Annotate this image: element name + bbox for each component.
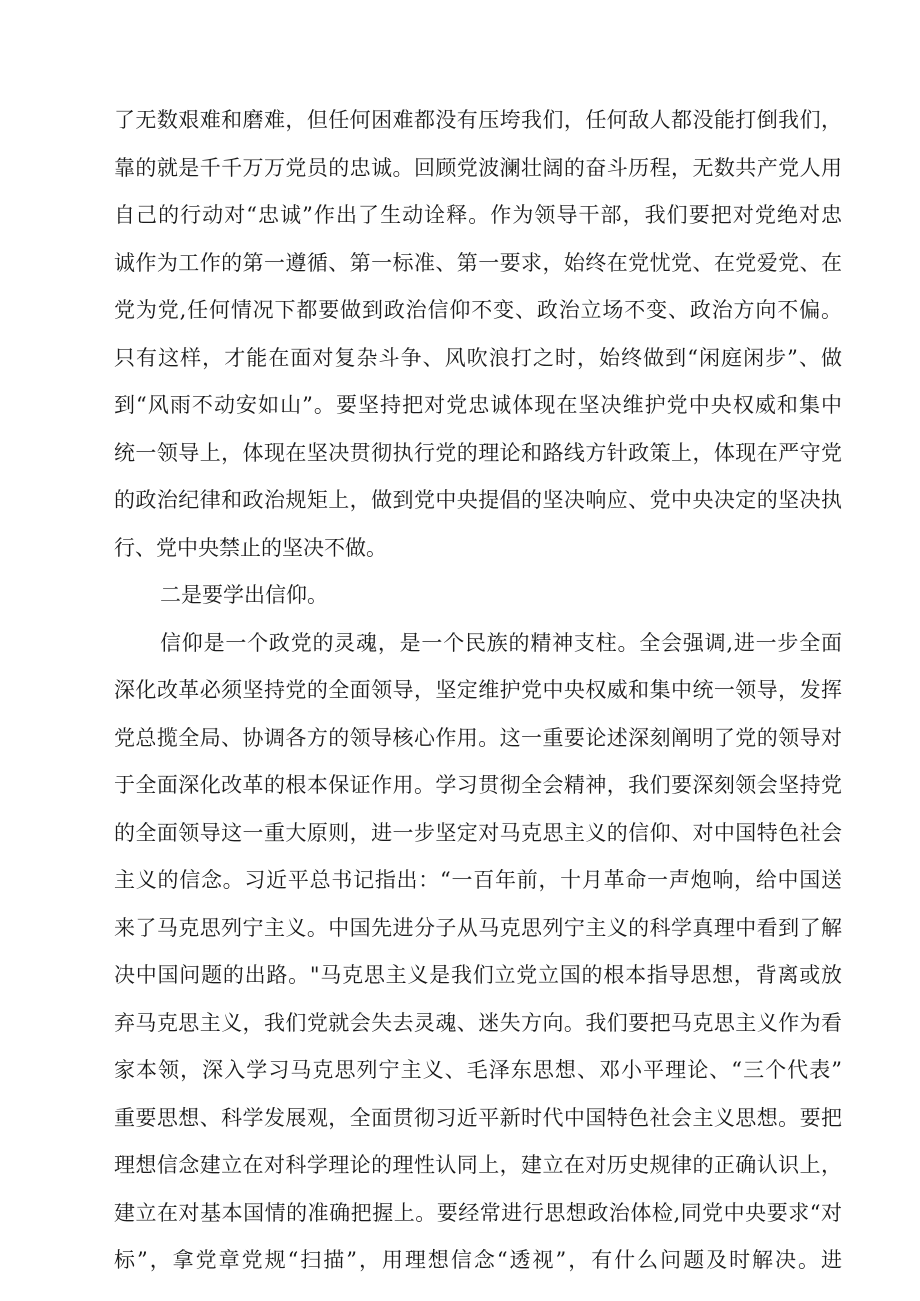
paragraph-1-line: 到“风雨不动安如山”。要坚持把对党忠诚体现在坚决维护党中央权威和集中 — [114, 393, 842, 417]
paragraph-2-line: 家本领，深入学习马克思列宁主义、毛泽东思想、邓小平理论、“三个代表” — [114, 1058, 842, 1082]
paragraph-1-line: 的政治纪律和政治规矩上，做到党中央提倡的坚决响应、党中央决定的坚决执 — [114, 488, 842, 512]
paragraph-1-line: 了无数艰难和磨难，但任何困难都没有压垮我们，任何敌人都没能打倒我们， — [114, 108, 842, 132]
paragraph-2-line: 来了马克思列宁主义。中国先进分子从马克思列宁主义的科学真理中看到了解 — [114, 915, 842, 940]
paragraph-1-line: 统一领导上，体现在坚决贯彻执行党的理论和路线方针政策上，体现在严守党 — [114, 440, 842, 465]
paragraph-1-last-line: 行、党中央禁止的坚决不做。 — [114, 535, 387, 560]
paragraph-2-line: 于全面深化改革的根本保证作用。学习贯彻全会精神，我们要深刻领会坚持党 — [114, 773, 842, 797]
paragraph-2-first-line: 信仰是一个政党的灵魂，是一个民族的精神支柱。全会强调,进一步全面 — [160, 630, 842, 655]
paragraph-2-line: 主义的信念。习近平总书记指出：“一百年前，十月革命一声炮响，给中国送 — [114, 868, 842, 892]
paragraph-1-line: 党为党,任何情况下都要做到政治信仰不变、政治立场不变、政治方向不偏。 — [114, 298, 842, 322]
paragraph-1-line: 诚作为工作的第一遵循、第一标准、第一要求，始终在党忧党、在党爱党、在 — [114, 250, 842, 275]
paragraph-2-line: 党总揽全局、协调各方的领导核心作用。这一重要论述深刻阐明了党的领导对 — [114, 725, 842, 750]
document-body — [114, 97, 842, 1285]
paragraph-2-line: 深化改革必须坚持党的全面领导，坚定维护党中央权威和集中统一领导，发挥 — [114, 678, 842, 702]
paragraph-2-line: 决中国问题的出路。"马克思主义是我们立党立国的根本指导思想，背离或放 — [114, 963, 842, 987]
paragraph-1-line: 自己的行动对“忠诚”作出了生动诠释。作为领导干部，我们要把对党绝对忠 — [114, 203, 842, 227]
paragraph-2-line: 理想信念建立在对科学理论的理性认同上，建立在对历史规律的正确认识上， — [114, 1153, 842, 1177]
section-heading: 二是要学出信仰。 — [160, 583, 328, 607]
paragraph-1-line: 只有这样，才能在面对复杂斗争、风吹浪打之时，始终做到“闲庭闲步”、做 — [114, 345, 842, 370]
paragraph-2-line: 重要思想、科学发展观，全面贯彻习近平新时代中国特色社会主义思想。要把 — [114, 1105, 842, 1130]
paragraph-2-line: 弃马克思主义，我们党就会失去灵魂、迷失方向。我们要把马克思主义作为看 — [114, 1010, 842, 1035]
paragraph-2-line: 建立在对基本国情的准确把握上。要经常进行思想政治体检,同党中央要求“对 — [114, 1200, 842, 1225]
paragraph-1-line: 靠的就是千千万万党员的忠诚。回顾党波澜壮阔的奋斗历程，无数共产党人用 — [114, 155, 842, 180]
paragraph-2-line: 标”，拿党章党规“扫描”，用理想信念“透视”，有什么问题及时解决。进 — [114, 1248, 842, 1272]
paragraph-2-line: 的全面领导这一重大原则，进一步坚定对马克思主义的信仰、对中国特色社会 — [114, 820, 842, 845]
